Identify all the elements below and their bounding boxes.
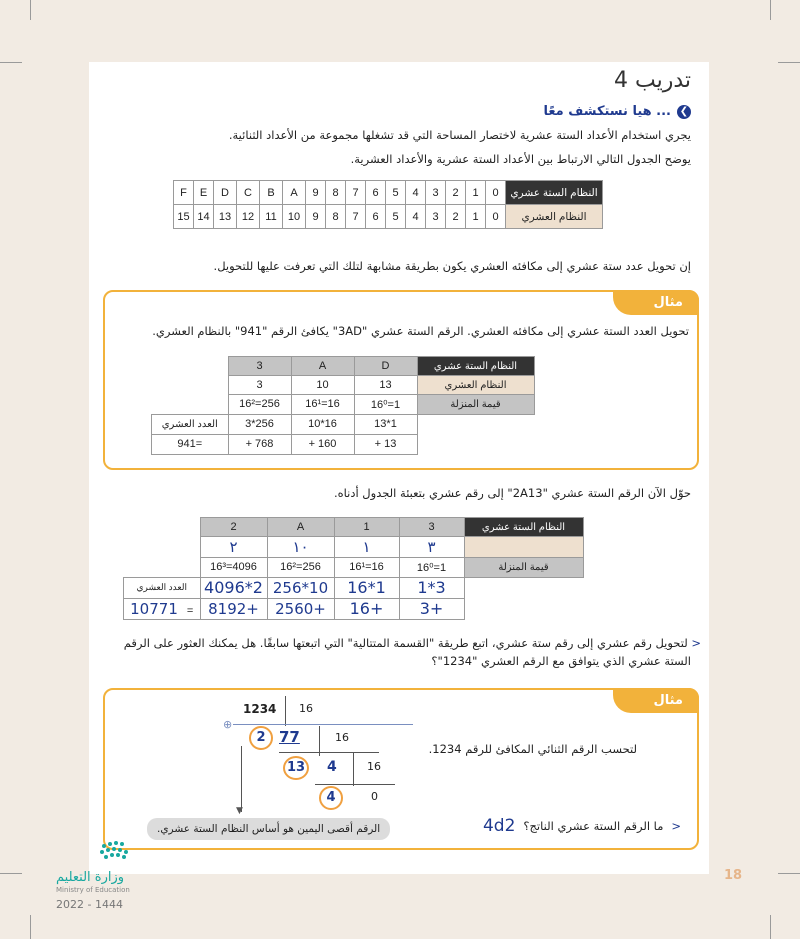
empty-cell	[152, 395, 229, 415]
row-header: قيمة المنزلة	[417, 395, 534, 415]
divider-line	[233, 724, 413, 725]
table-cell: F	[174, 181, 194, 205]
crop-mark	[770, 0, 771, 20]
handwritten-cell: 4096*2	[200, 577, 267, 598]
quotient: 4	[327, 759, 337, 775]
table-cell: 2	[446, 205, 466, 229]
result-label: العدد العشري	[152, 414, 229, 434]
crop-mark	[778, 62, 800, 63]
bullet-icon: <	[671, 819, 681, 833]
table-cell: 16⁰=1	[399, 558, 464, 578]
handwritten-cell: 256*10	[267, 577, 334, 598]
table-cell: 13	[214, 205, 237, 229]
table-cell: 9	[306, 181, 326, 205]
table-cell: 5	[386, 181, 406, 205]
divisor: 16	[367, 760, 381, 773]
page	[89, 62, 709, 874]
result-label: العدد العشري	[124, 577, 201, 598]
question-line: < ما الرقم الستة عشري الناتج؟ 4d2	[482, 816, 681, 836]
table-cell: 2	[446, 181, 466, 205]
table-cell: 13*1	[354, 414, 417, 434]
table-cell: 10*16	[291, 414, 354, 434]
handwritten-cell: ١٠	[267, 537, 334, 558]
table-cell: 3	[426, 181, 446, 205]
table-cell: + 13	[354, 434, 417, 454]
table-cell: 6	[366, 205, 386, 229]
handwritten-cell: 8192+	[200, 598, 267, 619]
remainder-circle: 4	[319, 786, 343, 810]
paragraph: < لتحويل رقم عشري إلى رقم ستة عشري، اتبع طريقة "القسمة المتتالية" التي اتبعتها سابقًا. هل يمكنك العثور على الرقم	[123, 636, 701, 650]
arrow-down-icon: ▼	[236, 806, 243, 816]
plus-icon: ⊕	[223, 718, 233, 731]
table-cell: 15	[174, 205, 194, 229]
division-number: 1234	[243, 702, 277, 716]
handwritten-cell: ١	[334, 537, 399, 558]
empty-cell	[417, 434, 534, 454]
quotient: 77	[279, 728, 300, 746]
example-tag: مثال	[613, 688, 699, 713]
table-cell: 16²=256	[228, 395, 291, 415]
table-cell: 0	[486, 181, 506, 205]
result-value	[124, 598, 201, 619]
divider-line	[279, 752, 379, 753]
table-cell: 16¹=16	[334, 558, 399, 578]
table-cell: 4	[406, 205, 426, 229]
table-cell: + 768	[228, 434, 291, 454]
divider-line	[285, 696, 286, 726]
conversion-table	[151, 356, 535, 455]
table-cell: 11	[260, 205, 283, 229]
table-cell: 16¹=16	[291, 395, 354, 415]
section-subtitle: هيا نستكشف معًا ... ❮	[543, 104, 691, 119]
table-cell: 3*256	[228, 414, 291, 434]
logo-dots-icon	[94, 838, 174, 868]
empty-cell	[124, 537, 201, 558]
table-cell: A	[291, 357, 354, 376]
divider-line	[315, 784, 395, 785]
row-header: النظام الستة عشري	[506, 181, 603, 205]
table-cell: 3	[426, 205, 446, 229]
handwritten-result: 10771	[130, 599, 178, 618]
table-cell: 5	[386, 205, 406, 229]
table-cell: 4	[406, 181, 426, 205]
divisor: 16	[335, 731, 349, 744]
table-cell: 3	[228, 376, 291, 395]
paragraph: إن تحويل عدد ستة عشري إلى مكافئه العشري يكون بطريقة مشابهة لتلك التي تعرفت عليها للتحويل.	[213, 259, 691, 273]
table-cell: 8	[326, 205, 346, 229]
empty-cell	[152, 376, 229, 395]
empty-cell	[124, 558, 201, 578]
remainder-circle: 2	[249, 726, 273, 750]
row-header: النظام الستة عشري	[417, 357, 534, 376]
table-cell: 7	[346, 205, 366, 229]
table-cell: C	[237, 181, 260, 205]
arrow-line	[241, 746, 242, 812]
table-cell: 7	[346, 181, 366, 205]
crop-mark	[30, 915, 31, 939]
equals-sign: =	[186, 604, 194, 617]
empty-cell	[464, 598, 583, 619]
paragraph: حوّل الآن الرقم الستة عشري "2A13" إلى رقم عشري بتعبئة الجدول أدناه.	[333, 486, 691, 500]
handwritten-cell: ٣	[399, 537, 464, 558]
table-cell: 14	[194, 205, 214, 229]
handwritten-cell: 3+	[399, 598, 464, 619]
handwritten-cell: ٢	[200, 537, 267, 558]
empty-cell	[464, 577, 583, 598]
table-cell: 3	[228, 357, 291, 376]
table-cell: 16²=256	[267, 558, 334, 578]
ministry-name-ar: وزارة التعليم	[56, 870, 125, 885]
divider-line	[353, 752, 354, 786]
row-header-empty	[464, 537, 583, 558]
hex-decimal-table	[173, 180, 603, 229]
example-box	[103, 688, 699, 850]
page-number: 18	[724, 868, 743, 883]
table-cell: 16⁰=1	[354, 395, 417, 415]
note-box: الرقم أقصى اليمين هو أساس النظام الستة عشري.	[147, 818, 390, 840]
table-cell: D	[354, 357, 417, 376]
year-label: 2022 - 1444	[56, 898, 123, 911]
crop-mark	[0, 873, 22, 874]
table-cell: B	[260, 181, 283, 205]
crop-mark	[0, 62, 22, 63]
ministry-name-en: Ministry of Education	[56, 886, 130, 894]
division-diagram	[215, 696, 395, 816]
crop-mark	[778, 873, 800, 874]
example-tag: مثال	[613, 290, 699, 315]
table-cell: + 160	[291, 434, 354, 454]
crop-mark	[770, 915, 771, 939]
table-cell: 1	[466, 181, 486, 205]
example-box	[103, 290, 699, 470]
empty-cell	[124, 518, 201, 537]
handwritten-cell: 1*3	[399, 577, 464, 598]
handwritten-answer: 4d2	[482, 816, 516, 836]
exercise-table	[123, 517, 584, 620]
table-cell: 10	[283, 205, 306, 229]
table-cell: 9	[306, 205, 326, 229]
table-cell: A	[267, 518, 334, 537]
handwritten-cell: 16*1	[334, 577, 399, 598]
table-cell: 8	[326, 181, 346, 205]
row-header: النظام الستة عشري	[464, 518, 583, 537]
table-cell: 16³=4096	[200, 558, 267, 578]
result-value: 941=	[152, 434, 229, 454]
table-cell: 12	[237, 205, 260, 229]
bullet-icon: <	[691, 636, 701, 650]
divisor: 16	[299, 702, 313, 715]
chevron-icon: ❮	[677, 105, 691, 119]
page-title: تدريب 4	[613, 68, 691, 93]
row-header: النظام العشري	[417, 376, 534, 395]
row-header: قيمة المنزلة	[464, 558, 583, 578]
crop-mark	[30, 0, 31, 20]
paragraph: الستة عشري الذي يتوافق مع الرقم العشري "1234"؟	[431, 654, 691, 668]
table-cell: 1	[466, 205, 486, 229]
handwritten-cell: 16+	[334, 598, 399, 619]
table-cell: 10	[291, 376, 354, 395]
table-cell: 6	[366, 181, 386, 205]
ministry-logo	[56, 838, 226, 894]
intro-line: يوضح الجدول التالي الارتباط بين الأعداد الستة عشرية والأعداد العشرية.	[350, 152, 691, 166]
table-cell: D	[214, 181, 237, 205]
remainder-circle: 13	[283, 756, 309, 780]
table-cell: 0	[486, 205, 506, 229]
empty-cell	[417, 414, 534, 434]
table-cell: 3	[399, 518, 464, 537]
table-cell: A	[283, 181, 306, 205]
row-header: النظام العشري	[506, 205, 603, 229]
table-cell: 13	[354, 376, 417, 395]
final-quotient: 0	[371, 790, 378, 803]
table-cell: 1	[334, 518, 399, 537]
example-text: لتحسب الرقم الثنائي المكافئ للرقم 1234.	[428, 742, 637, 756]
handwritten-cell: 2560+	[267, 598, 334, 619]
example-text: تحويل العدد الستة عشري إلى مكافئه العشري. الرقم الستة عشري "3AD" يكافئ الرقم "941" بالنظام العشري.	[152, 324, 689, 338]
empty-cell	[152, 357, 229, 376]
intro-line: يجري استخدام الأعداد الستة عشرية لاختصار المساحة التي قد تشغلها مجموعة من الأعداد الثنائية.	[228, 128, 691, 142]
table-cell: 2	[200, 518, 267, 537]
table-cell: E	[194, 181, 214, 205]
